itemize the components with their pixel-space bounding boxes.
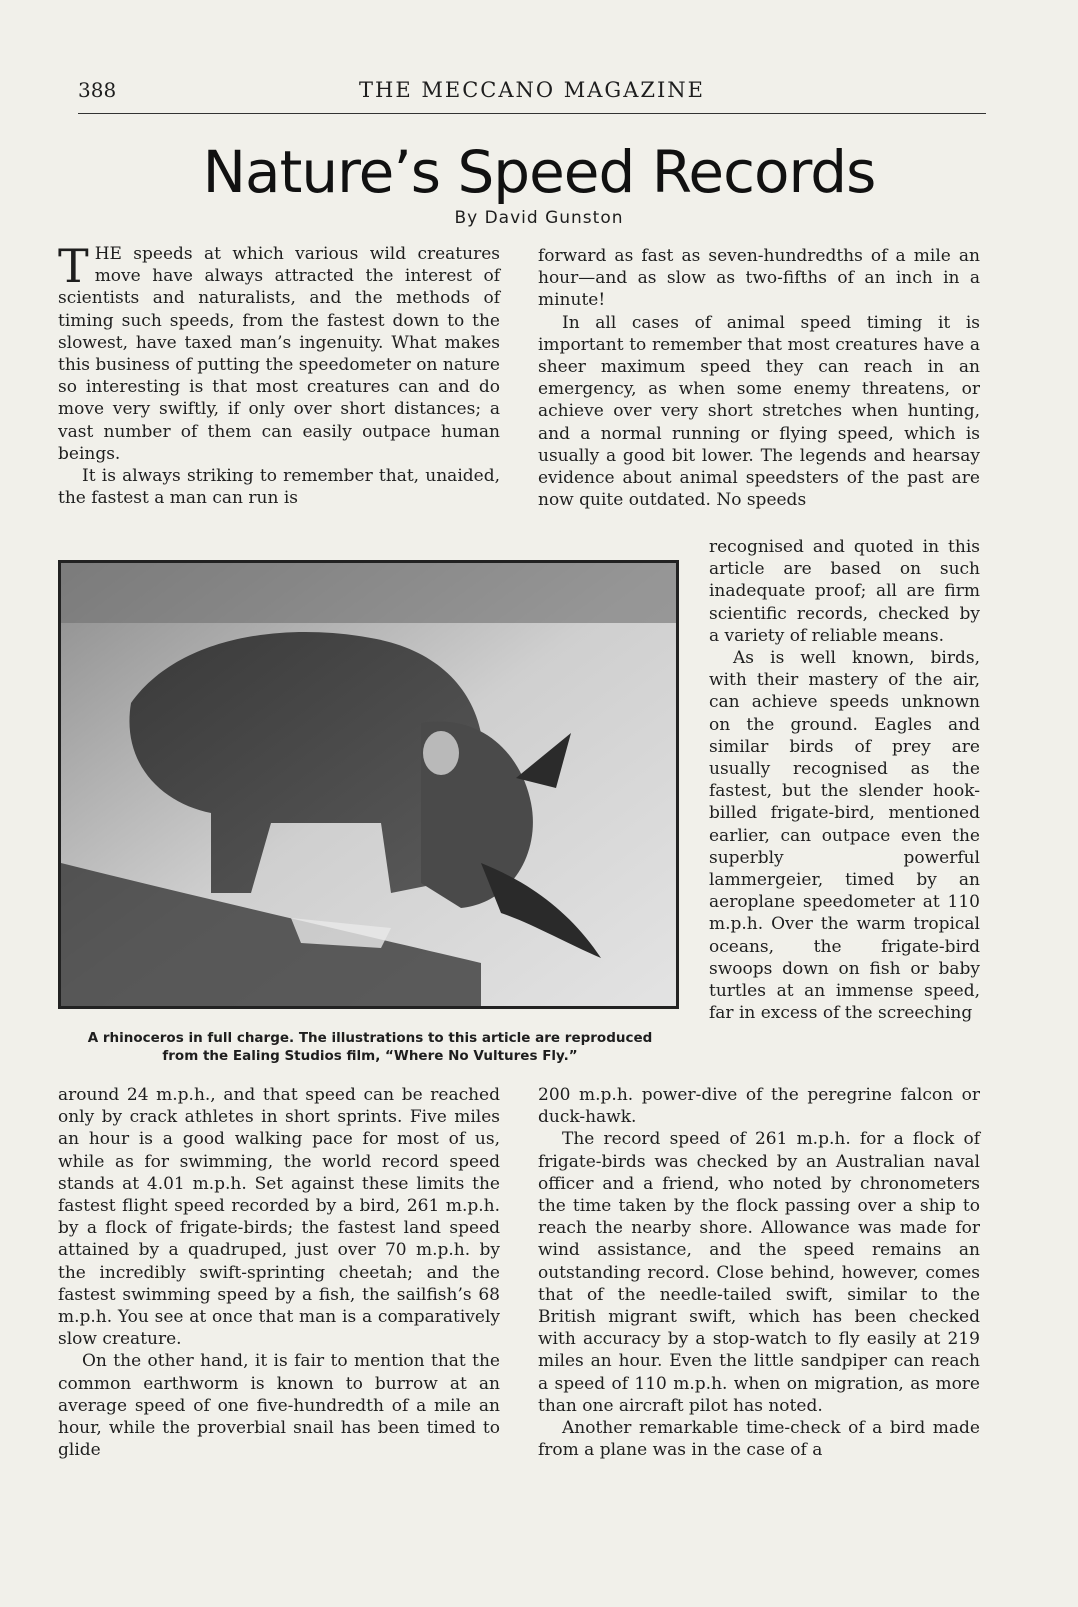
caption-line-2: from the Ealing Studios film, “Where No Vultures Fly.”: [162, 1048, 578, 1064]
drop-cap: T: [58, 239, 89, 293]
paragraph-frigate-birds: The record speed of 261 m.p.h. for a flock of frigate-birds was checked by an Australian naval officer and a friend, who noted by chronometers the time taken by the flock passing over a ship to reach the nearby shore. Allowance was made for wind assistance, and the speed remains an outstanding record. Close behind, however, comes that of the needle-tailed swift, similar to the British migrant swift, which has been checked with accuracy by a stop-watch to fly easily at 219 miles an hour. Even the little sandpiper can reach a speed of 110 m.p.h. when on migration, as more than one aircraft pilot has noted.: [538, 1129, 980, 1416]
paragraph-speed-timing: In all cases of animal speed timing it is important to remember that most creatures have a sheer maximum speed they can reach in an emergency, as when some enemy threatens, or achieve over very short stretches when hunting, and a normal running or flying speed, which is usually a good bit lower. The legends and hearsay evidence about animal speedsters of the past are now quite outdated. No speeds: [538, 312, 980, 511]
magazine-title: THE MECCANO MAGAZINE: [359, 78, 705, 102]
running-head: [78, 78, 986, 108]
byline: By David Gunston: [454, 208, 624, 228]
right-column-bottom: [538, 1084, 980, 1461]
paragraph-time-check: Another remarkable time-check of a bird made from a plane was in the case of a: [538, 1418, 980, 1461]
photo-caption: [50, 1029, 690, 1065]
caption-line-1: A rhinoceros in full charge. The illustrations to this article are reproduced: [87, 1030, 653, 1046]
paragraph-speed-timing-continued: recognised and quoted in this article are based on such inadequate proof; all are firm scientific records, checked by a variety of reliable means.: [709, 537, 980, 646]
right-column-top: [538, 245, 980, 511]
rhinoceros-illustration: [61, 563, 676, 1006]
article-title: Nature’s Speed Records: [202, 138, 876, 206]
paragraph-earthworm: On the other hand, it is fair to mention that the common earthworm is known to burrow at an average speed of one five-hundredth of a mile an hour, while the proverbial snail has been timed to glide: [58, 1351, 500, 1461]
page-number: 388: [78, 78, 117, 102]
header-rule: [78, 113, 986, 114]
paragraph-2-continued: around 24 m.p.h., and that speed can be reached only by crack athletes in short sprints. Five miles an hour is a good walking pace for most of us, while as for swimming, the world record speed stands at 4.01 m.p.h. Set against these limits the fastest flight speed recorded by a bird, 261 m.p.h. by a flock of frigate-birds; the fastest land speed attained by a quadruped, just over 70 m.p.h. by the incredibly swift-sprinting cheetah; and the fastest swimming speed by a fish, the sailfish’s 68 m.p.h. You see at once that man is a comparatively slow creature.: [58, 1085, 500, 1350]
left-column-top: [58, 239, 500, 509]
right-column-narrow: [709, 536, 980, 1024]
paragraph-birds: As is well known, birds, with their mastery of the air, can achieve speeds unknown on the ground. Eagles and similar birds of prey are usually recognised as the fastest, but the slender hook-billed frigate-bird, mentioned earlier, can outpace even the superbly powerful lammergeier, timed by an aeroplane speedometer at 110 m.p.h. Over the warm tropical oceans, the frigate-bird swoops down on fish or baby turtles at an immense speed, far in excess of the screeching: [709, 648, 980, 1024]
paragraph-1: [58, 239, 500, 465]
paragraph-1-text: HE speeds at which various wild creatures move have always attracted the interest of scientists and naturalists, and the methods of timing such speeds, from the fastest down to the slowest, have taxed man’s ingenuity. What makes this business of putting the speedometer on nature so interesting is that most creatures can and do move very swiftly, if only over short distances; a vast number of them can easily outpace human beings.: [58, 244, 500, 464]
rhinoceros-photo: [58, 560, 679, 1009]
paragraph-2: It is always striking to remember that, unaided, the fastest a man can run is: [58, 466, 500, 509]
left-column-bottom: [58, 1084, 500, 1461]
paragraph-1-continued: forward as fast as seven-hundredths of a mile an hour—and as slow as two-fifths of an inch in a minute!: [538, 246, 980, 311]
paragraph-birds-continued: 200 m.p.h. power-dive of the peregrine falcon or duck-hawk.: [538, 1085, 980, 1128]
